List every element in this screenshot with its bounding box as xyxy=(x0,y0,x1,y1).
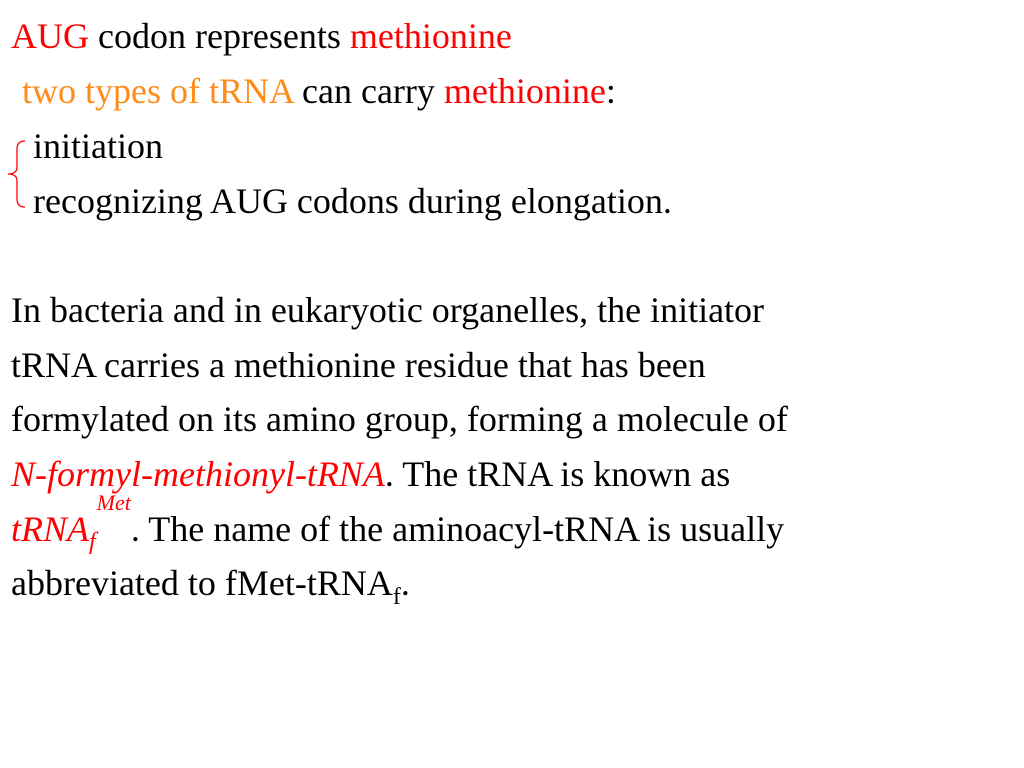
trna-base: tRNA xyxy=(11,509,89,549)
paragraph-line-2: tRNA carries a methionine residue that has been xyxy=(11,345,706,385)
role-initiation: initiation xyxy=(33,126,163,166)
paragraph-line-1: In bacteria and in eukaryotic organelles, the initiator xyxy=(11,290,765,330)
paragraph-line-3: formylated on its amino group, forming a molecule of xyxy=(11,399,788,439)
methionine-term-2: methionine xyxy=(443,71,606,111)
colon-text: : xyxy=(605,71,616,111)
formyl-methionyl-trna-term: N-formyl-methionyl-tRNA xyxy=(11,454,385,494)
trna-f-met-term xyxy=(11,490,131,555)
heading-mid-text: codon represents xyxy=(89,16,350,56)
curly-brace-icon xyxy=(2,139,28,209)
trna-superscript-met: Met xyxy=(96,490,131,515)
paragraph-line-6 xyxy=(11,563,410,610)
trna-subscript-f: f xyxy=(89,529,96,555)
paragraph-line-6-end: . xyxy=(400,563,410,603)
paragraph-line-5 xyxy=(11,490,785,555)
fmet-trna-subscript-f: f xyxy=(392,584,401,610)
heading-line xyxy=(11,16,512,56)
aug-term: AUG xyxy=(11,16,89,56)
paragraph-line-4-rest: . The tRNA is known as xyxy=(384,454,731,494)
paragraph-line-5-rest: . The name of the aminoacyl-tRNA is usually xyxy=(130,509,785,549)
paragraph-line-4 xyxy=(11,454,730,494)
role-elongation: recognizing AUG codons during elongation. xyxy=(33,181,672,221)
trna-mid-text: can carry xyxy=(293,71,444,111)
paragraph-line-6-main: abbreviated to fMet-tRNA xyxy=(11,563,393,603)
trna-types-line xyxy=(22,71,616,111)
methionine-term: methionine xyxy=(349,16,512,56)
two-types-trna-term: two types of tRNA xyxy=(22,71,294,111)
